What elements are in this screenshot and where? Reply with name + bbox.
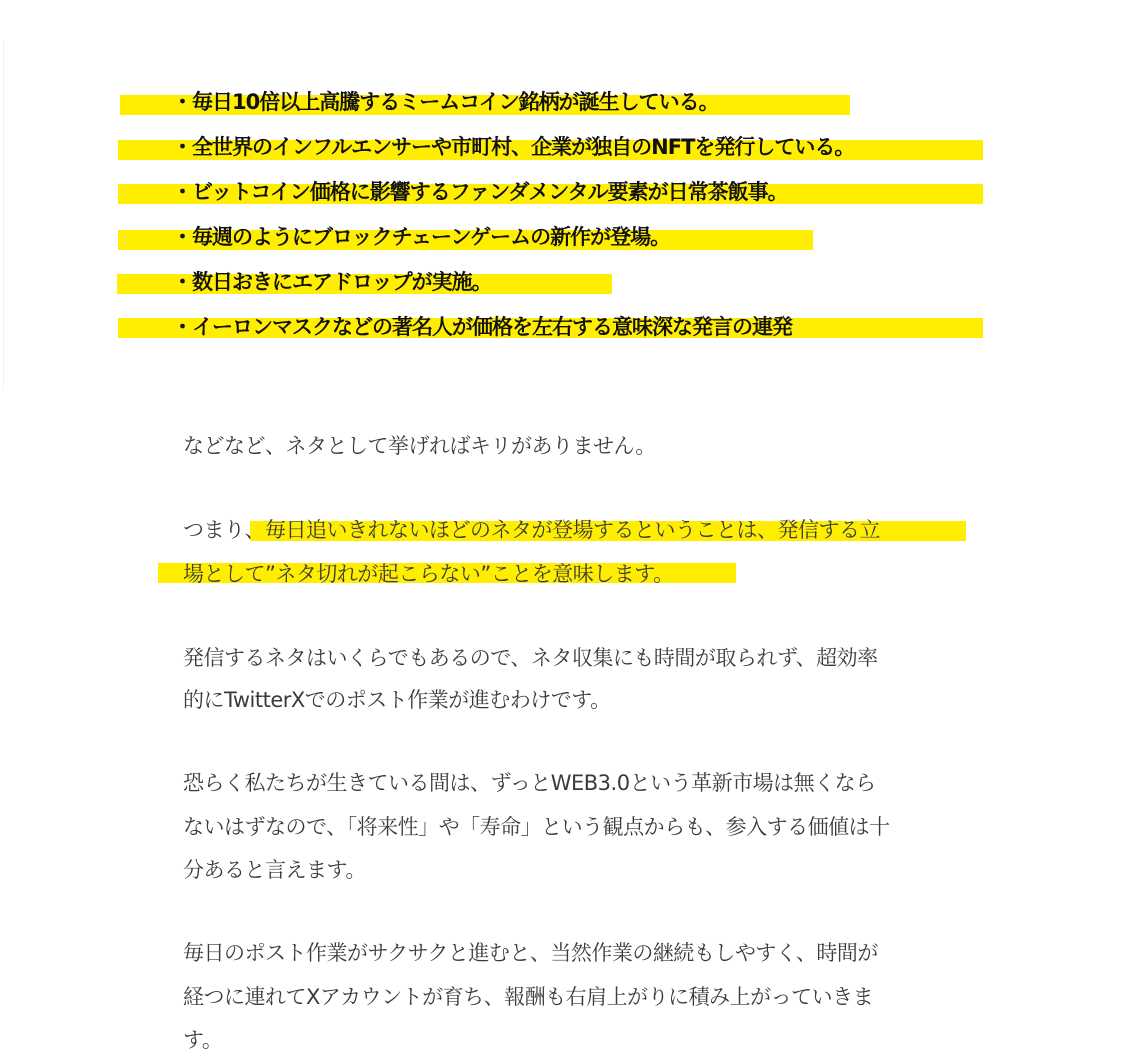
paragraph-line: 的にTwitterXでのポスト作業が進むわけです。 (183, 688, 611, 712)
bullet-item-nft: ・全世界のインフルエンサーや市町村、企業が独自のNFTを発行している。 (172, 135, 855, 159)
bullet-item-game: ・毎週のようにブロックチェーンゲームの新作が登場。 (172, 225, 671, 249)
bullet-item-bitcoin: ・ビットコイン価格に影響するファンダメンタル要素が日常茶飯事。 (172, 180, 788, 204)
highlighted-bullet-list (0, 0, 1125, 360)
paragraph-line: 場として”ネタ切れが起こらない”ことを意味します。 (183, 562, 674, 586)
bullet-item-elon: ・イーロンマスクなどの著名人が価格を左右する意味深な発言の連発 (172, 315, 792, 339)
bullet-item-memecoin: ・毎日10倍以上高騰するミームコイン銘柄が誕生している。 (172, 90, 719, 114)
paragraph-line: 毎日のポスト作業がサクサクと進むと、当然作業の継続もしやすく、時間が (183, 941, 878, 965)
paragraph-line: 経つに連れてXアカウントが育ち、報酬も右肩上がりに積み上がっていきま (183, 985, 874, 1009)
paragraph-line: す。 (183, 1028, 223, 1052)
paragraph-line: 分あると言えます。 (183, 858, 366, 882)
bullet-item-airdrop: ・数日おきにエアドロップが実施。 (172, 270, 492, 294)
paragraph-line: ないはずなので、「将来性」や「寿命」という観点からも、参入する価値は十 (183, 815, 890, 839)
paragraph-line: 発信するネタはいくらでもあるので、ネタ収集にも時間が取られず、超効率 (183, 646, 878, 670)
paragraph-line: などなど、ネタとして挙げればキリがありません。 (183, 434, 656, 458)
paragraph-line: 恐らく私たちが生きている間は、ずっとWEB3.0という革新市場は無くなら (183, 771, 876, 795)
paragraph-line: つまり、毎日追いきれないほどのネタが登場するということは、発信する立 (183, 518, 880, 542)
